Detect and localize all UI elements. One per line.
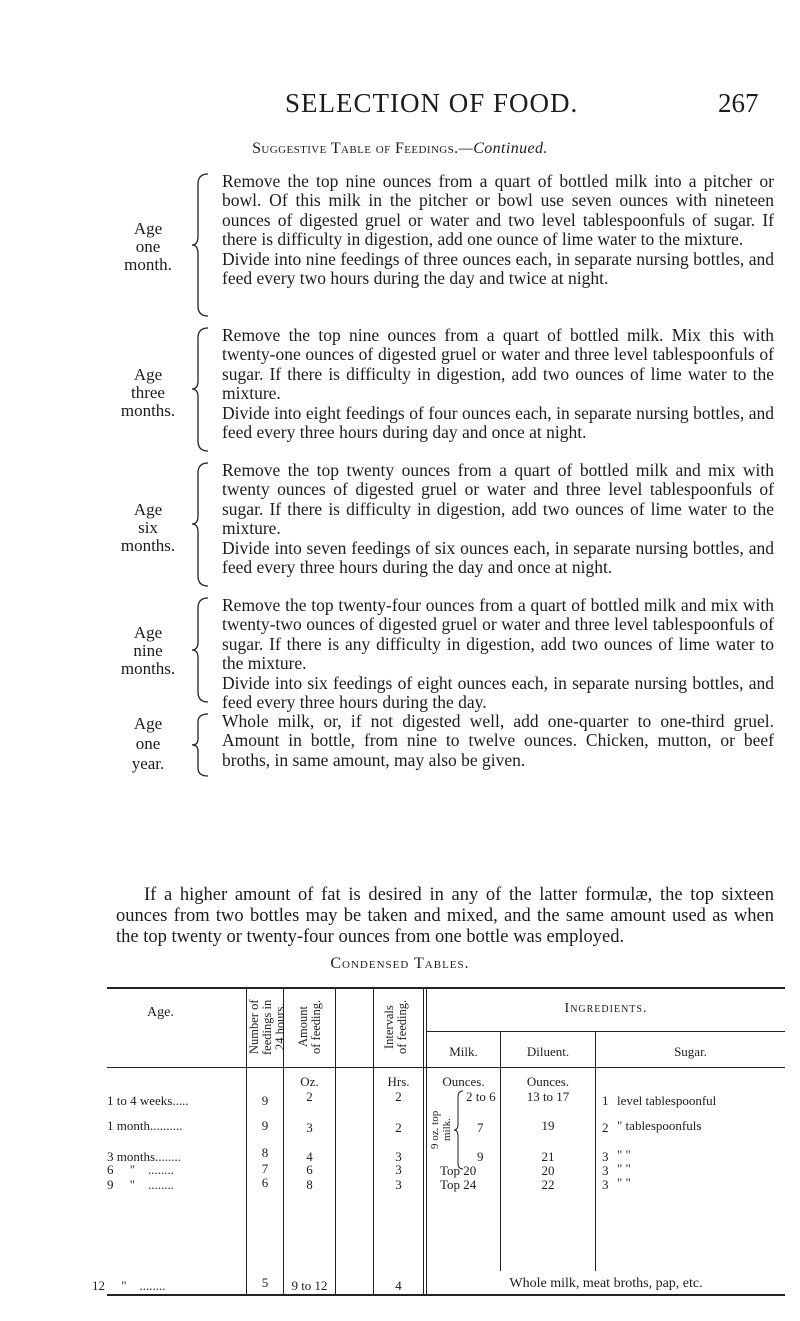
entry-text: Remove the top nine ounces from a quart of bottled milk. Mix this with twenty-one ounces of digested gruel or water and three level tablespoonfuls of sugar. If there is difficulty in digestion, add two ounces of lime water to the mixture. Divide into eight feedings of four ounces each, in separate nursing bottles, and feed every three hours during day and once at night. (222, 325, 774, 443)
brace-icon (190, 326, 216, 453)
row-feedings: 6 (261, 1175, 269, 1190)
row-milk: 9 (477, 1149, 484, 1164)
row-interval: 2 (395, 1120, 402, 1135)
header-ingredients: Ingredients. (564, 1001, 648, 1016)
row-sugar-count: 3 (602, 1163, 609, 1178)
row-sugar-unit: " " (617, 1147, 631, 1162)
row-sugar-count: 1 (602, 1093, 609, 1108)
col-rule (423, 987, 424, 1295)
entry-three-months (0, 326, 800, 453)
row-milk: Top 24 (440, 1177, 477, 1192)
header-feedings: Number of feedings in 24 hours. (247, 999, 287, 1055)
row-interval: 3 (395, 1177, 402, 1192)
brace-icon (190, 172, 216, 318)
age-label: Age one year. (131, 714, 165, 773)
condensed-table (92, 987, 785, 1296)
row-sugar-unit: " " (617, 1175, 631, 1190)
row-diluent: 22 (541, 1177, 555, 1192)
row-age: 3 months........ (107, 1149, 182, 1164)
row-age: 1 month.......... (107, 1118, 183, 1133)
row-sugar-unit: " tablespoonfuls (617, 1118, 702, 1133)
row-sugar-count: 3 (602, 1177, 609, 1192)
milk-side-label: 9 oz. top milk. (429, 1110, 453, 1150)
col-rule (426, 987, 427, 1295)
table-caption (0, 140, 800, 158)
row-milk: 2 to 6 (466, 1089, 496, 1104)
row-milk: Top 20 (440, 1163, 477, 1178)
table-bottom-rule (107, 1294, 785, 1296)
row-diluent: 13 to 17 (526, 1089, 570, 1104)
closing-paragraph: If a higher amount of fat is desired in any of the latter formulæ, the top sixteen ounces from two bottles may be taken and mixed, and the same amount used as when the top twenty or twenty-four ounces from one bottle was employed. (116, 885, 774, 948)
entry-nine-months (0, 595, 800, 713)
unit-intervals: Hrs. (387, 1074, 410, 1089)
entry-one-month (0, 172, 800, 318)
row-diluent: 20 (541, 1163, 555, 1178)
condensed-tables-title: Condensed Tables. (330, 955, 470, 972)
unit-diluent: Ounces. (526, 1074, 570, 1089)
table-top-rule (107, 987, 785, 989)
row-amount: 2 (306, 1089, 313, 1104)
row-feedings: 7 (261, 1161, 269, 1176)
entry-text: Remove the top twenty-four ounces from a quart of bottled milk and mix with twenty-two ounces of digested gruel or water and three level tablespoonfuls of sugar. If there is any difficulty in digestion, add two ounces of lime water to the mixture. Divide into six feedings of eight ounces each, in separate nursing bottles, and feed every three hours during the day. (222, 595, 774, 713)
row-feedings: 9 (261, 1093, 269, 1108)
row-age: 6 " ........ (107, 1162, 175, 1177)
row-age: 12 " ........ (92, 1278, 166, 1293)
row-sugar-count: 3 (602, 1149, 609, 1164)
row-sugar-count: 2 (602, 1120, 609, 1135)
row-amount: 9 to 12 (291, 1278, 328, 1293)
row-interval: 4 (395, 1278, 402, 1293)
row-sugar-unit: level tablespoonful (617, 1093, 717, 1108)
header-intervals: Intervals of feeding. (382, 999, 409, 1055)
row-feedings: 8 (261, 1145, 269, 1160)
entry-text: Whole milk, or, if not digested well, add one-quarter to one-third gruel. Amount in bottle, from nine to twelve ounces. Chicken, mutton, or beef broths, in same amount, may also be given. (222, 711, 774, 770)
brace-icon (453, 1090, 465, 1170)
row-age: 9 " ........ (107, 1177, 175, 1192)
brace-icon (190, 712, 216, 778)
running-header (0, 88, 800, 128)
row-feedings: 5 (261, 1275, 269, 1290)
entry-text: Remove the top nine ounces from a quart of bottled milk into a pitcher or bowl. Of this milk in the pitcher or bowl use seven ounces with nineteen ounces of digested gruel or water and two level tablespoonfuls of sugar. If there is difficulty in digestion, add one ounce of lime water to the mixture. Divide into nine feedings of three ounces each, in separate nursing bottles, and feed every two hours during the day and twice at night. (222, 171, 774, 289)
age-label: Age three months. (120, 365, 176, 420)
row-age: 1 to 4 weeks..... (107, 1093, 189, 1108)
header-age: Age. (147, 1005, 174, 1020)
row-milk: 7 (477, 1120, 484, 1135)
header-milk: Milk. (449, 1044, 478, 1059)
row-combined: Whole milk, meat broths, pap, etc. (509, 1276, 703, 1291)
header-diluent: Diluent. (526, 1044, 570, 1059)
entry-six-months (0, 461, 800, 588)
brace-icon (190, 461, 216, 588)
row-interval: 2 (395, 1089, 402, 1104)
row-feedings: 9 (261, 1118, 269, 1133)
col-rule (335, 987, 336, 1295)
brace-icon (190, 596, 216, 704)
row-amount: 3 (306, 1120, 313, 1135)
age-label: Age one month. (124, 219, 172, 274)
table-header-rule (107, 1067, 785, 1068)
age-label: Age nine months. (120, 623, 176, 678)
age-label: Age six months. (120, 500, 176, 555)
row-amount: 6 (306, 1162, 313, 1177)
unit-amount: Oz. (300, 1074, 319, 1089)
row-amount: 8 (306, 1177, 313, 1192)
unit-milk: Ounces. (442, 1074, 485, 1089)
row-interval: 3 (395, 1149, 402, 1164)
col-rule (595, 1031, 596, 1271)
caption-title: Suggestive Table of Feedings. (252, 140, 459, 157)
col-rule (373, 987, 374, 1295)
caption-continued: —Continued. (458, 140, 548, 157)
header-title: SELECTION OF FOOD. (285, 88, 579, 118)
row-amount: 4 (306, 1149, 313, 1164)
row-diluent: 19 (541, 1118, 555, 1133)
page-number: 267 (718, 88, 759, 118)
entry-one-year (0, 712, 800, 778)
row-interval: 3 (395, 1162, 402, 1177)
entry-text: Remove the top twenty ounces from a quart of bottled milk and mix with twenty ounces of digested gruel or water and three level tablespoonfuls of sugar. If there is difficulty in digestion, add two ounces of lime water to the mixture. Divide into seven feedings of six ounces each, in separate nursing bottles, and feed every three hours during the day and once at night. (222, 460, 774, 578)
header-amount: Amount of feeding. (296, 999, 323, 1055)
header-sugar: Sugar. (674, 1044, 707, 1059)
ingredients-sub-rule (426, 1031, 785, 1032)
row-diluent: 21 (541, 1149, 555, 1164)
row-sugar-unit: " " (617, 1161, 631, 1176)
